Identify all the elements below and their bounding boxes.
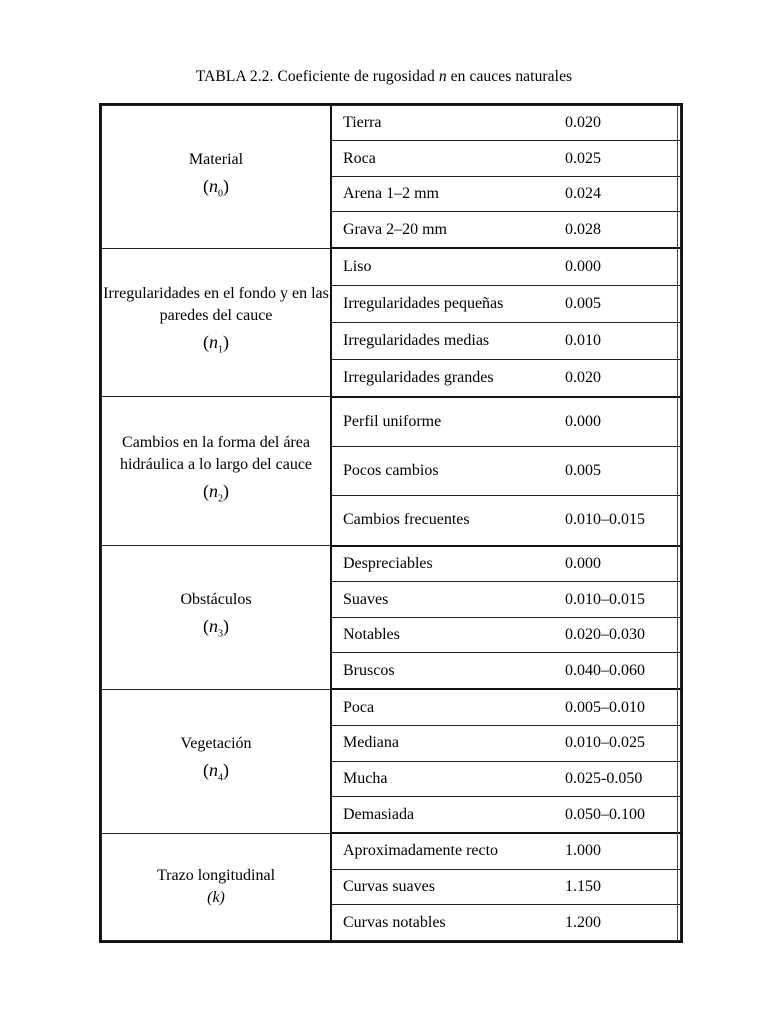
category-symbol-letter: n xyxy=(209,175,218,196)
category-name: Cambios en la forma del área hidráulica a lo largo del cauce xyxy=(119,433,313,473)
value-cell: 0.024 xyxy=(551,176,681,211)
value-cell: 0.028 xyxy=(551,212,681,248)
value-cell: 0.010–0.025 xyxy=(551,726,681,761)
value-cell: 0.000 xyxy=(551,546,681,582)
category-symbol-subscript: 1 xyxy=(218,344,223,356)
table-caption xyxy=(0,68,768,86)
item-cell: Suaves xyxy=(331,582,551,617)
item-cell: Bruscos xyxy=(331,653,551,689)
table-row xyxy=(102,106,681,141)
category-name: Obstáculos xyxy=(180,591,252,609)
category-name: Vegetación xyxy=(180,734,252,752)
value-cell: 0.005 xyxy=(551,286,681,323)
value-cell: 0.025 xyxy=(551,141,681,176)
item-cell: Irregularidades grandes xyxy=(331,359,551,397)
category-cell xyxy=(102,689,332,833)
value-cell: 0.020 xyxy=(551,359,681,397)
caption-variable: n xyxy=(438,68,447,85)
table-row xyxy=(102,248,681,286)
category-symbol-letter: n xyxy=(209,332,218,353)
value-cell: 0.020 xyxy=(551,106,681,141)
item-cell: Cambios frecuentes xyxy=(331,496,551,546)
item-cell: Roca xyxy=(331,141,551,176)
value-cell: 1.150 xyxy=(551,869,681,904)
item-cell: Despreciables xyxy=(331,546,551,582)
value-cell: 0.050–0.100 xyxy=(551,797,681,833)
category-name: Material xyxy=(188,150,244,168)
table-row xyxy=(102,546,681,582)
item-cell: Perfil uniforme xyxy=(331,397,551,447)
roughness-table xyxy=(101,105,681,941)
value-cell: 1.200 xyxy=(551,905,681,941)
item-cell: Arena 1–2 mm xyxy=(331,176,551,211)
caption-suffix: en cauces naturales xyxy=(450,68,573,85)
category-symbol xyxy=(102,887,330,909)
category-symbol-subscript: 2 xyxy=(218,493,223,505)
category-name: Trazo longitudinal xyxy=(156,866,276,884)
category-symbol: $(n_1)$ xyxy=(203,332,229,356)
item-cell: Mucha xyxy=(331,761,551,796)
value-cell: 1.000 xyxy=(551,833,681,869)
value-cell: 0.020–0.030 xyxy=(551,617,681,652)
category-symbol-subscript: 3 xyxy=(218,628,223,640)
item-cell: Irregularidades medias xyxy=(331,323,551,360)
item-cell: Pocos cambios xyxy=(331,447,551,496)
category-symbol: $(n_3)$ xyxy=(203,616,229,640)
value-cell: 0.010–0.015 xyxy=(551,582,681,617)
category-symbol-subscript: 0 xyxy=(218,188,223,200)
category-cell xyxy=(102,833,332,941)
item-cell: Irregularidades pequeñas xyxy=(331,286,551,323)
category-symbol: $(n_2)$ xyxy=(203,480,229,505)
item-cell: Mediana xyxy=(331,726,551,761)
value-cell: 0.000 xyxy=(551,397,681,447)
category-cell xyxy=(102,106,332,249)
table-row xyxy=(102,833,681,869)
item-cell: Liso xyxy=(331,248,551,286)
table-row xyxy=(102,689,681,725)
roughness-table-body xyxy=(102,106,681,941)
item-cell: Poca xyxy=(331,689,551,725)
roughness-table-frame xyxy=(99,103,683,943)
category-cell xyxy=(102,248,332,397)
item-cell: Tierra xyxy=(331,106,551,141)
category-symbol: $(n_4)$ xyxy=(203,759,229,784)
caption-prefix: TABLA 2.2. Coeficiente de rugosidad xyxy=(195,68,435,85)
value-cell: 0.040–0.060 xyxy=(551,653,681,689)
value-cell: 0.005–0.010 xyxy=(551,689,681,725)
item-cell: Grava 2–20 mm xyxy=(331,212,551,248)
category-symbol-text: (k) xyxy=(207,888,225,906)
category-symbol-subscript: 4 xyxy=(218,772,223,784)
category-symbol-letter: n xyxy=(209,616,218,637)
value-cell: 0.000 xyxy=(551,248,681,286)
item-cell: Curvas suaves xyxy=(331,869,551,904)
item-cell: Curvas notables xyxy=(331,905,551,941)
category-symbol-letter: n xyxy=(209,480,218,501)
category-cell xyxy=(102,546,332,690)
value-cell: 0.005 xyxy=(551,447,681,496)
item-cell: Demasiada xyxy=(331,797,551,833)
category-symbol-letter: n xyxy=(209,759,218,780)
value-cell: 0.025-0.050 xyxy=(551,761,681,796)
table-row xyxy=(102,397,681,447)
value-cell: 0.010 xyxy=(551,323,681,360)
item-cell: Notables xyxy=(331,617,551,652)
item-cell: Aproximadamente recto xyxy=(331,833,551,869)
category-name: Irregularidades en el fondo y en las paredes del cauce xyxy=(103,285,329,325)
value-cell: 0.010–0.015 xyxy=(551,496,681,546)
category-symbol: $(n_0)$ xyxy=(203,175,229,200)
category-cell xyxy=(102,397,332,546)
